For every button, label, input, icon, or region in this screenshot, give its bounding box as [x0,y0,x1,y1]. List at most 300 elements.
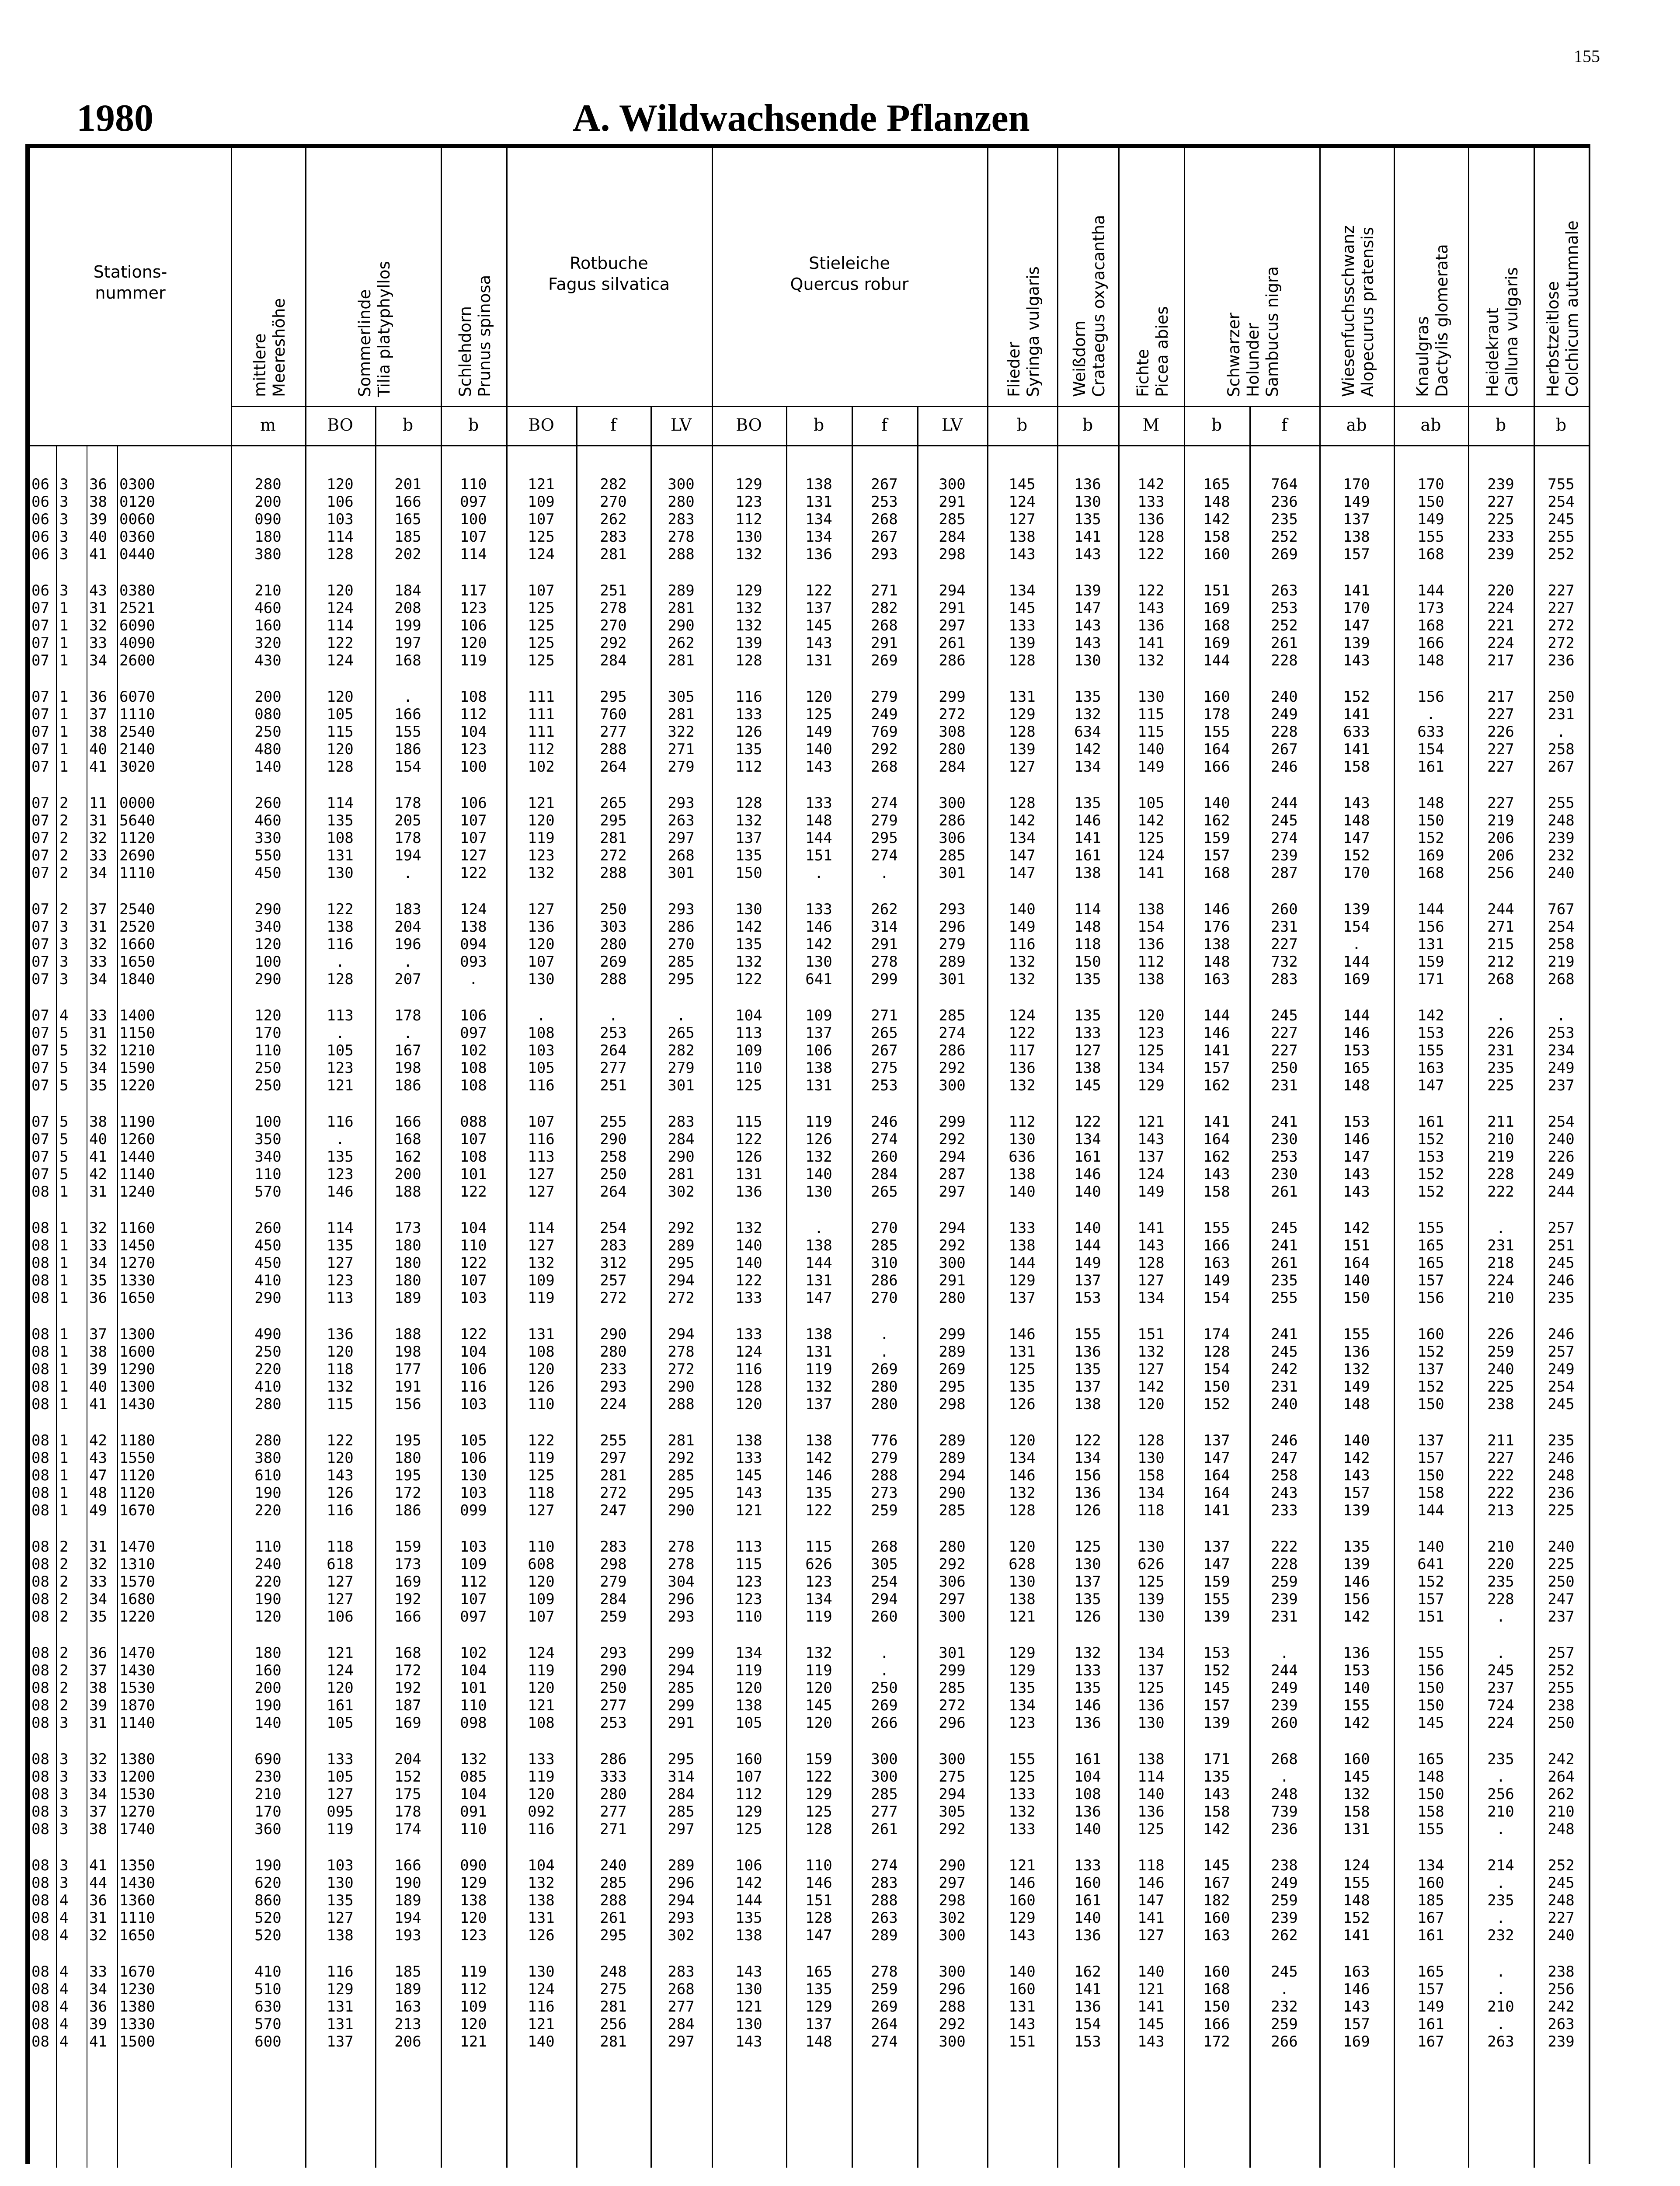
data-cell: 143 [805,758,832,776]
data-cell: 153 [1343,1113,1370,1131]
data-cell: 110 [735,1059,762,1077]
data-cell: 297 [939,1874,966,1892]
data-cell: 249 [1548,1166,1575,1183]
data-cell: 294 [668,1892,695,1909]
data-cell: 256 [1548,1981,1575,1998]
data-cell: 155 [1417,1821,1444,1838]
data-cell: 129 [805,1786,832,1803]
data-cell: 107 [528,582,555,599]
data-cell: 152 [1417,1183,1444,1201]
data-cell: 138 [327,1927,354,1944]
data-cell: 148 [1203,493,1230,511]
data-cell: 150 [1417,1697,1444,1714]
data-cell: 154 [1343,918,1370,936]
data-cell: 157 [1343,546,1370,563]
station-number-part: 2 [59,812,69,829]
data-cell: 122 [1009,1024,1036,1042]
data-cell: 236 [1548,652,1575,669]
data-cell: 131 [528,1326,555,1343]
data-cell: 103 [460,1396,487,1413]
data-cell: 124 [1009,493,1036,511]
data-cell: 244 [1487,901,1514,918]
data-cell: 105 [735,1714,762,1732]
data-cell: 136 [1137,936,1165,953]
data-cell: 280 [600,936,627,953]
station-number-part: 31 [89,1909,107,1927]
data-cell: 104 [460,723,487,741]
data-cell: 125 [735,1821,762,1838]
data-cell: 132 [805,1148,832,1166]
data-cell: 278 [871,1963,898,1981]
data-cell: 156 [1417,1662,1444,1679]
data-cell: 131 [327,1998,354,2015]
data-cell: 140 [805,741,832,758]
data-cell: 250 [1548,688,1575,706]
data-cell: 138 [1137,971,1165,988]
data-cell: 142 [1137,1378,1165,1396]
data-cell: 272 [1548,617,1575,634]
data-cell: 776 [871,1432,898,1449]
data-cell: 244 [1271,1662,1298,1679]
data-cell: 277 [600,1803,627,1821]
data-cell: 149 [1417,1998,1444,2015]
data-cell: 114 [327,617,354,634]
data-cell: 231 [1271,918,1298,936]
data-cell: 288 [600,741,627,758]
data-cell: 205 [394,812,421,829]
data-cell: 132 [735,953,762,971]
data-cell: 227 [1271,936,1298,953]
data-cell: 137 [735,829,762,847]
station-number-part: 41 [89,2033,107,2050]
data-cell: 155 [1417,528,1444,546]
station-number-part: 07 [31,901,49,918]
data-cell: 284 [939,528,966,546]
data-cell: 245 [1548,511,1575,528]
data-cell: 122 [460,1254,487,1272]
data-cell: 115 [735,1556,762,1573]
data-cell: 127 [1074,1042,1101,1059]
data-cell: 151 [1009,2033,1036,2050]
data-cell: 146 [1343,1131,1370,1148]
data-cell: 280 [939,1538,966,1556]
unit-label: f [881,415,888,435]
data-cell: 142 [1343,1608,1370,1626]
station-number-part: 1220 [119,1077,155,1094]
data-cell: 155 [1343,1874,1370,1892]
data-cell: 136 [1074,1998,1101,2015]
data-cell: 134 [1074,1449,1101,1467]
data-cell: 190 [394,1874,421,1892]
data-cell: 269 [871,1697,898,1714]
data-cell: 113 [528,1148,555,1166]
data-cell: 135 [1074,1361,1101,1378]
data-cell: 142 [1203,511,1230,528]
data-cell: 114 [327,794,354,812]
data-cell: 268 [871,1538,898,1556]
data-cell: 112 [460,1573,487,1591]
data-cell: 101 [460,1679,487,1697]
data-cell: 163 [1203,971,1230,988]
data-cell: 168 [1417,546,1444,563]
station-number-part: 08 [31,1591,49,1608]
data-cell: 213 [1487,1502,1514,1519]
data-cell: 236 [1271,1821,1298,1838]
data-cell: 120 [254,936,282,953]
data-cell: 161 [1074,847,1101,864]
station-number-part: 1590 [119,1059,155,1077]
data-cell: 281 [600,829,627,847]
data-cell: 280 [871,1396,898,1413]
data-cell: . [1556,1007,1566,1024]
data-cell: 137 [1203,1432,1230,1449]
data-cell: 285 [871,1237,898,1254]
data-cell: 274 [1271,829,1298,847]
data-cell: 235 [1487,1751,1514,1768]
data-cell: 128 [1137,1432,1165,1449]
data-cell: 254 [1548,493,1575,511]
station-number-part: 33 [89,847,107,864]
data-cell: . [335,1024,345,1042]
data-cell: 134 [1009,1449,1036,1467]
data-cell: 126 [1074,1608,1101,1626]
data-cell: 280 [254,1396,282,1413]
data-cell: 250 [600,1166,627,1183]
data-cell: 289 [668,1857,695,1874]
data-cell: 134 [1137,1484,1165,1502]
data-cell: 119 [460,652,487,669]
data-cell: 119 [528,829,555,847]
data-cell: 135 [1074,688,1101,706]
station-number-part: 35 [89,1077,107,1094]
data-cell: 295 [668,971,695,988]
station-number-part: 1200 [119,1768,155,1786]
data-cell: 135 [1343,1538,1370,1556]
data-cell: 252 [1548,1857,1575,1874]
data-cell: 253 [871,493,898,511]
data-cell: 125 [1137,829,1165,847]
station-number-part: 1660 [119,936,155,953]
data-cell: 133 [805,901,832,918]
data-cell: 120 [805,1714,832,1732]
data-cell: 140 [1074,1821,1101,1838]
data-cell: 094 [460,936,487,953]
data-cell: 135 [327,1892,354,1909]
station-number-part: 3020 [119,758,155,776]
unit-row-top-line [231,406,1589,407]
data-cell: 410 [254,1272,282,1289]
data-cell: 265 [871,1183,898,1201]
data-cell: 123 [1137,1024,1165,1042]
data-cell: 116 [735,1361,762,1378]
station-number-part: 1270 [119,1254,155,1272]
data-cell: 293 [668,794,695,812]
data-cell: 104 [528,1857,555,1874]
data-cell: 120 [327,1343,354,1361]
data-cell: 293 [600,1378,627,1396]
data-cell: 131 [327,847,354,864]
data-cell: 136 [327,1326,354,1343]
data-cell: 163 [1203,1927,1230,1944]
data-cell: 225 [1487,1077,1514,1094]
data-cell: 136 [1343,1343,1370,1361]
data-cell: 739 [1271,1803,1298,1821]
data-cell: 249 [1271,706,1298,723]
data-cell: 231 [1548,706,1575,723]
data-cell: 105 [327,1714,354,1732]
data-cell: 144 [805,829,832,847]
data-cell: 224 [600,1396,627,1413]
data-cell: 170 [254,1803,282,1821]
data-cell: 102 [528,758,555,776]
station-number-part: 2690 [119,847,155,864]
station-number-part: 1180 [119,1432,155,1449]
data-cell: 123 [528,847,555,864]
data-cell: 165 [1203,476,1230,493]
data-cell: 180 [394,1449,421,1467]
data-cell: 295 [600,812,627,829]
data-cell: 294 [939,582,966,599]
data-cell: 136 [1074,1803,1101,1821]
data-cell: 120 [1137,1396,1165,1413]
data-cell: 261 [1271,634,1298,652]
station-number-part: 1300 [119,1326,155,1343]
station-number-part: 1350 [119,1857,155,1874]
data-cell: 290 [668,617,695,634]
data-cell: 153 [1343,1042,1370,1059]
station-number-part: 1 [59,723,69,741]
data-cell: 295 [939,1378,966,1396]
data-cell: 135 [1074,1007,1101,1024]
data-cell: 107 [528,953,555,971]
data-cell: 103 [327,1857,354,1874]
station-number-part: 1670 [119,1502,155,1519]
station-number-part: 1470 [119,1538,155,1556]
data-cell: 125 [528,617,555,634]
data-cell: 116 [327,1113,354,1131]
data-cell: 155 [1343,1697,1370,1714]
data-cell: 135 [735,1909,762,1927]
data-cell: 124 [327,599,354,617]
data-cell: 140 [1343,1272,1370,1289]
data-cell: 120 [805,1679,832,1697]
data-cell: 120 [1009,1538,1036,1556]
data-cell: 143 [1137,1237,1165,1254]
data-cell: 263 [668,812,695,829]
data-cell: 125 [1137,1821,1165,1838]
data-cell: 236 [1271,493,1298,511]
data-cell: 620 [254,1874,282,1892]
data-cell: 249 [1271,1679,1298,1697]
data-cell: 252 [1548,1662,1575,1679]
data-cell: 291 [939,1272,966,1289]
data-cell: 138 [1009,1237,1036,1254]
data-cell: 230 [1271,1166,1298,1183]
data-cell: 283 [668,511,695,528]
station-number-part: 08 [31,1484,49,1502]
data-cell: 129 [805,1998,832,2015]
data-cell: 125 [528,652,555,669]
station-number-part: 1530 [119,1679,155,1697]
data-cell: 285 [668,1803,695,1821]
data-cell: 240 [1271,1396,1298,1413]
data-cell: 116 [528,1077,555,1094]
station-number-part: 1190 [119,1113,155,1131]
data-cell: 169 [1203,599,1230,617]
data-cell: 107 [528,511,555,528]
data-cell: 254 [1548,1378,1575,1396]
data-cell: 135 [1009,1378,1036,1396]
data-cell: 243 [1271,1484,1298,1502]
data-cell: 250 [600,1679,627,1697]
data-cell: 264 [1548,1768,1575,1786]
data-cell: 144 [1009,1254,1036,1272]
data-cell: 250 [871,1679,898,1697]
data-cell: 114 [327,528,354,546]
data-cell: 288 [871,1467,898,1484]
data-cell: 108 [460,688,487,706]
data-cell: 121 [735,1998,762,2015]
data-cell: 092 [528,1803,555,1821]
data-cell: 140 [1137,741,1165,758]
station-number-part: 40 [89,741,107,758]
data-cell: 123 [735,493,762,511]
data-cell: . [536,1007,546,1024]
data-cell: 281 [668,652,695,669]
data-cell: 172 [394,1484,421,1502]
data-cell: 112 [735,511,762,528]
station-number-part: 2540 [119,723,155,741]
data-cell: 140 [805,1166,832,1183]
station-number-part: 1530 [119,1786,155,1803]
data-cell: 268 [871,617,898,634]
data-cell: 238 [1487,1396,1514,1413]
data-cell: 250 [254,1077,282,1094]
data-cell: 295 [871,829,898,847]
station-number-part: 1600 [119,1343,155,1361]
data-cell: 200 [254,493,282,511]
station-number-part: 2 [59,1608,69,1626]
station-number-part: 1870 [119,1697,155,1714]
station-subdivider [117,445,118,2168]
data-cell: 287 [1271,864,1298,882]
data-cell: 570 [254,1183,282,1201]
data-cell: 169 [1343,971,1370,988]
data-cell: 129 [1137,1077,1165,1094]
data-cell: 138 [735,1432,762,1449]
data-cell: . [1496,1981,1506,1998]
data-cell: 131 [327,2015,354,2033]
data-cell: 294 [939,1219,966,1237]
data-cell: 112 [735,1786,762,1803]
data-cell: 305 [668,688,695,706]
data-cell: 133 [1009,1219,1036,1237]
station-number-part: 3 [59,1874,69,1892]
data-cell: 138 [1009,1591,1036,1608]
data-cell: 298 [600,1556,627,1573]
data-cell: 121 [528,2015,555,2033]
data-cell: 109 [805,1007,832,1024]
data-cell: 119 [528,1768,555,1786]
data-cell: 151 [1203,582,1230,599]
data-cell: 288 [600,971,627,988]
data-cell: 126 [528,1927,555,1944]
data-cell: 300 [939,1608,966,1626]
station-number-part: 44 [89,1874,107,1892]
data-cell: 410 [254,1963,282,1981]
data-cell: 262 [1271,1927,1298,1944]
data-cell: 114 [327,1219,354,1237]
data-cell: 113 [735,1024,762,1042]
data-cell: 245 [1271,1963,1298,1981]
data-cell: 120 [327,688,354,706]
station-number-part: 1 [59,1254,69,1272]
data-cell: 163 [1203,1254,1230,1272]
data-cell: . [880,864,889,882]
data-cell: 106 [735,1857,762,1874]
data-cell: 297 [668,2033,695,2050]
species-group-header: Stieleiche Quercus robur [790,254,909,294]
data-cell: 132 [528,1254,555,1272]
data-cell: 217 [1487,652,1514,669]
data-cell: 116 [735,688,762,706]
data-cell: 136 [1137,1803,1165,1821]
data-cell: 125 [1137,1573,1165,1591]
data-cell: 239 [1548,829,1575,847]
data-cell: 116 [327,1963,354,1981]
unit-label: f [1281,415,1288,435]
data-cell: 767 [1548,901,1575,918]
data-cell: 278 [668,528,695,546]
data-cell: 124 [528,1644,555,1662]
station-number-part: 08 [31,1219,49,1237]
data-cell: 141 [1343,706,1370,723]
data-cell: 278 [600,599,627,617]
data-cell: 130 [1137,1608,1165,1626]
data-cell: 760 [600,706,627,723]
data-cell: 101 [460,1166,487,1183]
data-cell: 199 [394,617,421,634]
data-cell: 116 [528,1821,555,1838]
data-cell: 165 [1417,1963,1444,1981]
station-number-header: Stations- nummer [93,262,167,303]
species-header: Schwarzer Holunder Sambucus nigra [1224,266,1282,397]
data-cell: 156 [394,1396,421,1413]
data-cell: 125 [528,528,555,546]
data-cell: 267 [871,476,898,493]
data-cell: 249 [1548,1361,1575,1378]
data-cell: 293 [668,901,695,918]
data-cell: 126 [1074,1502,1101,1519]
species-header: Herbstzeitlose Colchicum autumnale [1544,220,1582,397]
data-cell: 295 [668,1254,695,1272]
data-cell: 239 [1271,1591,1298,1608]
data-cell: 300 [871,1751,898,1768]
data-cell: 104 [1074,1768,1101,1786]
data-cell: 769 [871,723,898,741]
data-cell: 171 [1417,971,1444,988]
data-cell: 104 [735,1007,762,1024]
data-cell: 189 [394,1892,421,1909]
data-cell: 296 [939,1981,966,1998]
data-cell: 149 [1417,511,1444,528]
data-cell: 145 [1009,599,1036,617]
data-cell: 280 [600,1343,627,1361]
data-cell: 248 [1271,1786,1298,1803]
station-number-part: 08 [31,1467,49,1484]
data-cell: 152 [1203,1662,1230,1679]
station-number-part: 2 [59,864,69,882]
